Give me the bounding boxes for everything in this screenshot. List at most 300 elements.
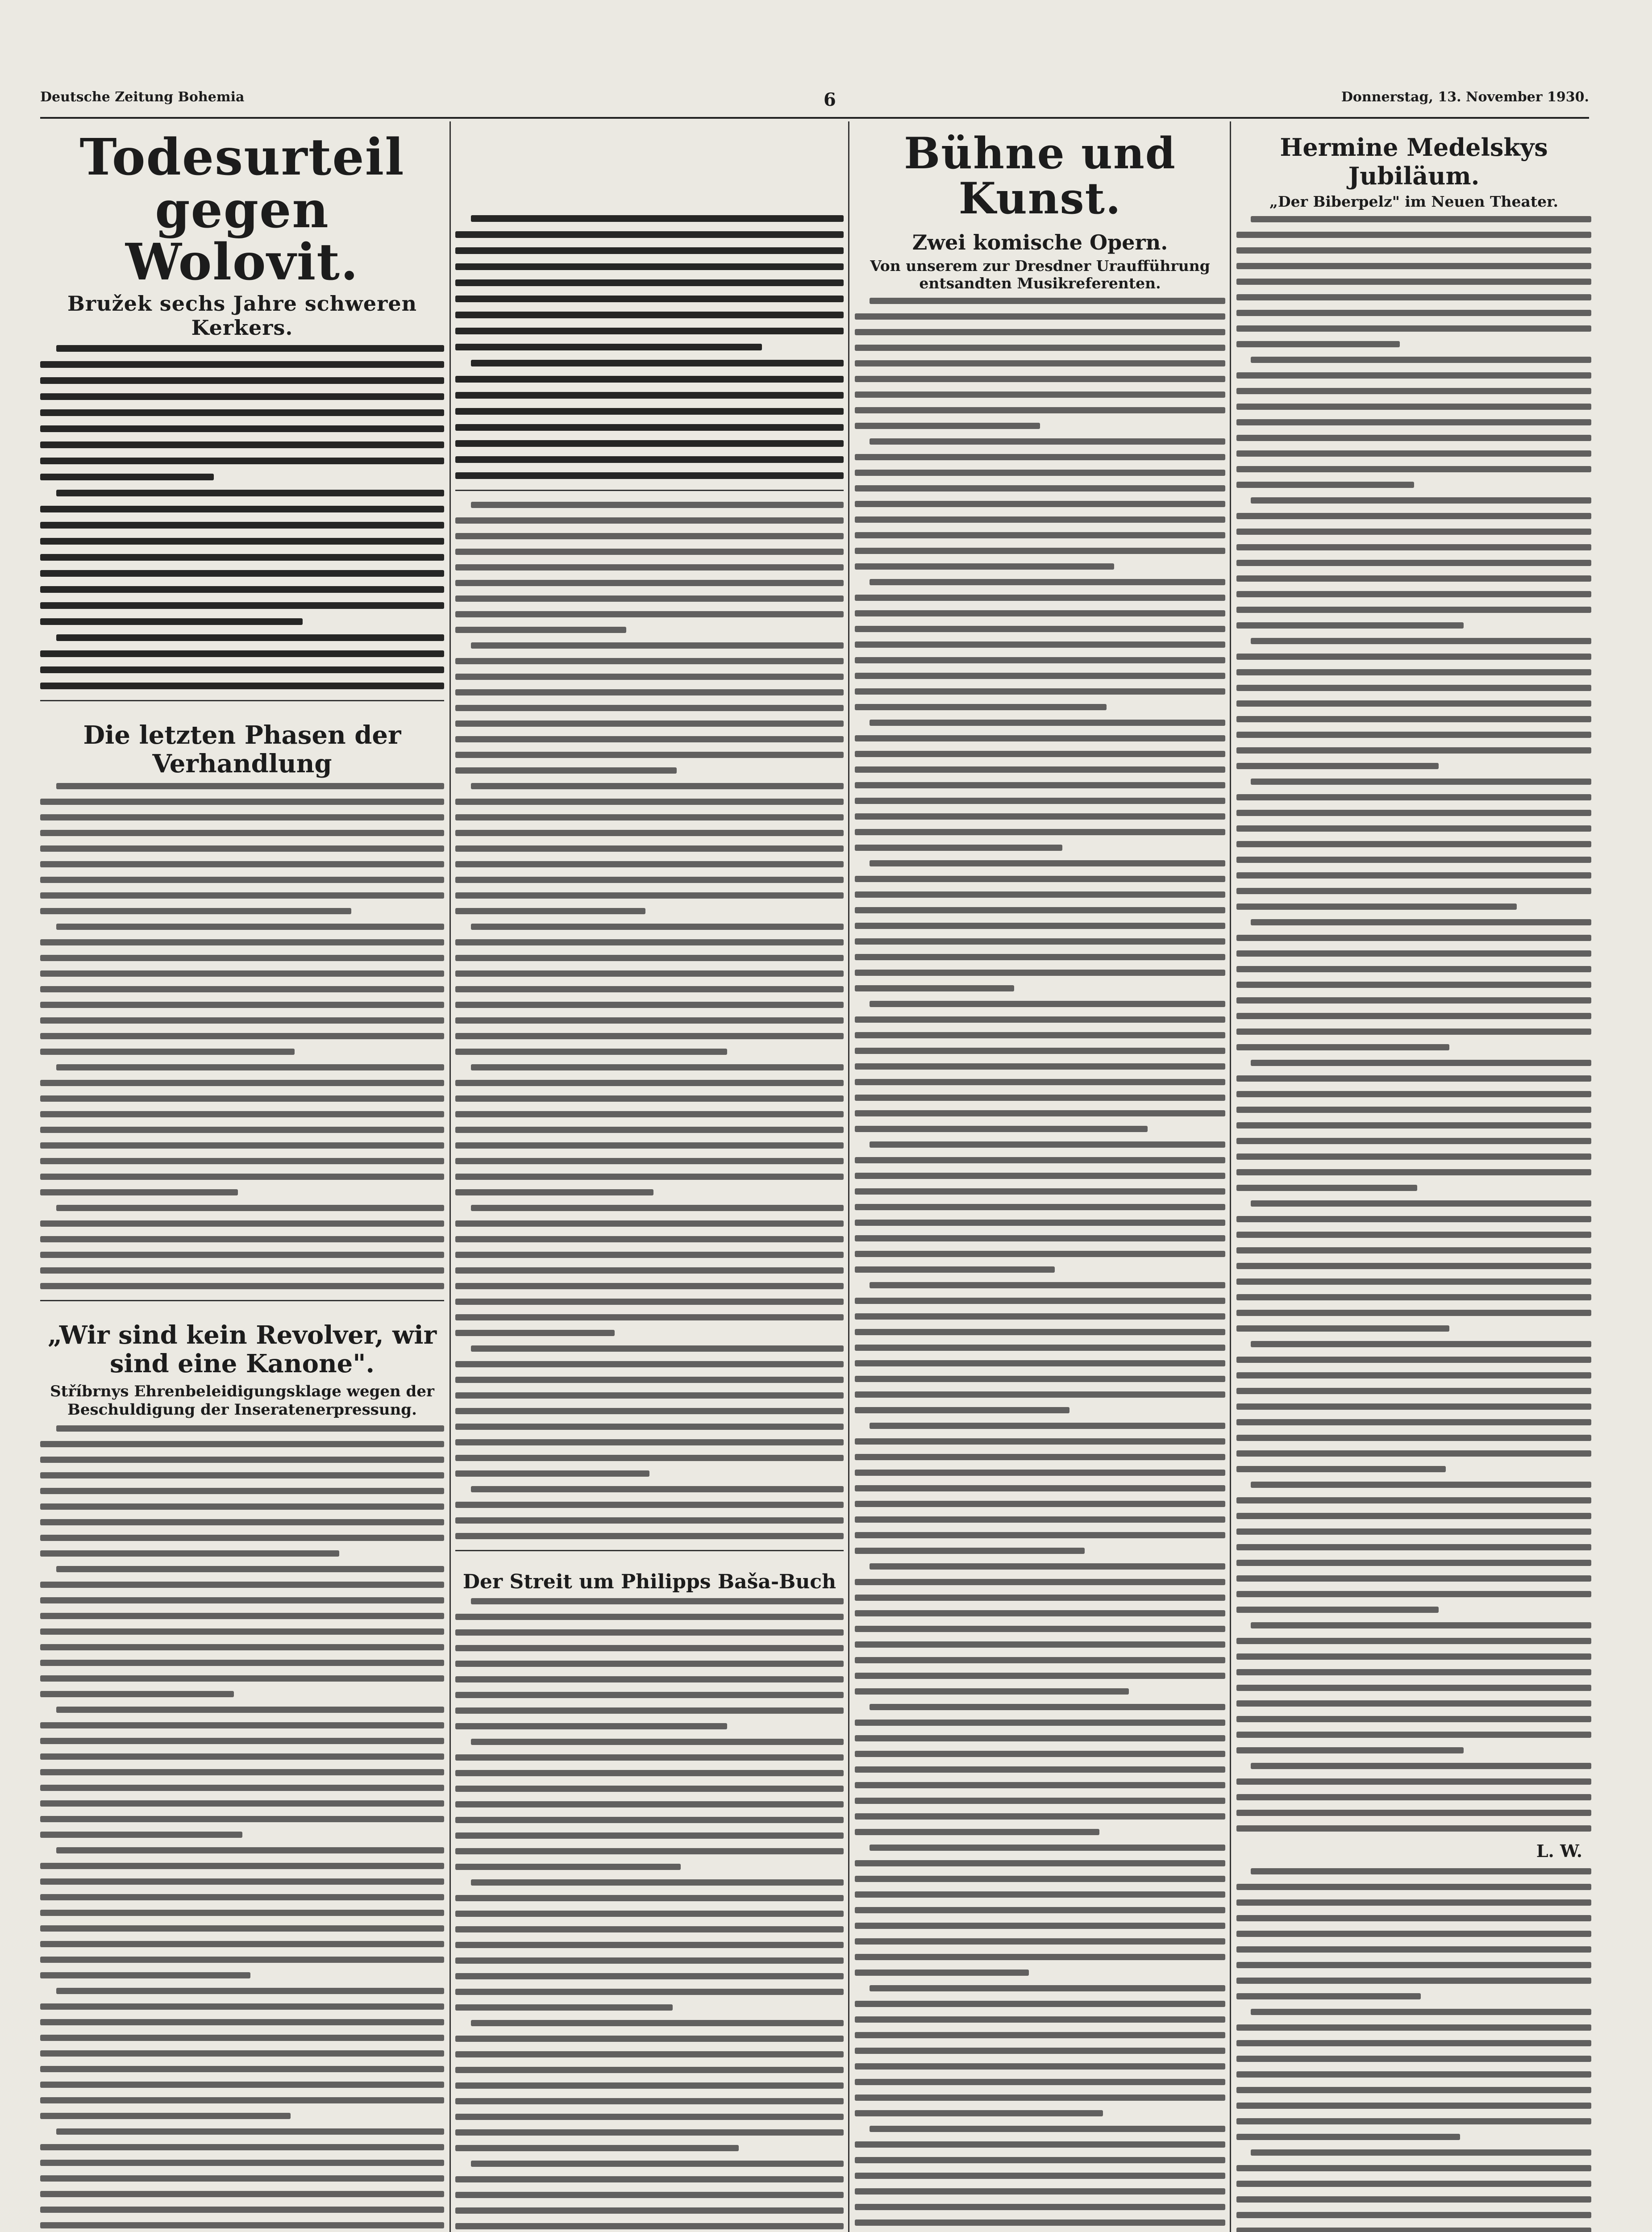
text-line [855,782,1225,788]
text-line [1236,1419,1591,1425]
text-line [1236,544,1591,550]
text-line [455,2036,844,2042]
text-line [870,1845,1225,1851]
text-line [1236,1962,1591,1968]
text-line [1236,872,1591,879]
text-line [1236,513,1591,519]
text-line [855,1938,1225,1945]
column-rule [449,121,451,2232]
text-line [1236,935,1591,941]
text-line [1236,685,1591,691]
text-line [40,474,214,480]
text-line [455,2067,844,2073]
text-line [1236,857,1591,863]
text-line [455,1049,727,1055]
text-line [855,1454,1225,1460]
text-line [1236,1638,1591,1644]
text-line [855,2173,1225,2179]
text-line [1236,1778,1591,1785]
text-line [855,485,1225,491]
text-line [40,1597,444,1603]
text-line [40,1252,444,1258]
text-line [471,1064,844,1070]
text-line [56,490,444,496]
text-line [855,876,1225,882]
text-line [40,522,444,529]
text-line [855,813,1225,820]
text-line [870,2126,1225,2132]
text-line [40,361,444,368]
text-line [40,1441,444,1447]
text-line [1236,1884,1591,1890]
text-line [855,407,1225,413]
text-line [455,986,844,992]
text-line [40,861,444,867]
opera-article-body [855,298,1225,2232]
text-line [455,517,844,524]
text-line [455,2145,739,2151]
text-line [40,554,444,561]
text-line [855,1579,1225,1585]
text-line [1236,1013,1591,1019]
text-line [855,1391,1225,1398]
text-line [1236,1825,1591,1832]
text-line [455,1392,844,1399]
text-line [40,1675,444,1682]
text-line [40,1142,444,1149]
text-line [455,1283,844,1289]
text-line [855,1860,1225,1866]
section-heading-basa-buch: Der Streit um Philipps Baša-Buch [462,1570,836,1593]
text-line [1236,388,1591,394]
text-line [40,1095,444,1102]
text-line [40,2191,444,2197]
text-line [40,1613,444,1619]
text-line [40,683,444,689]
text-line [855,1782,1225,1788]
column-2 [455,121,844,2232]
text-line [455,1299,844,1305]
text-line [855,1891,1225,1898]
text-line [855,1907,1225,1913]
text-line [870,298,1225,304]
text-line [1236,1138,1591,1144]
text-line [855,1657,1225,1663]
text-line [1236,1153,1591,1160]
text-line [56,1205,444,1211]
text-line [855,641,1225,648]
text-line [855,954,1225,960]
text-line [855,470,1225,476]
text-line [455,1002,844,1008]
text-line [455,440,844,447]
text-line [455,1973,844,1979]
text-line [1236,2103,1591,2109]
text-line [455,296,844,302]
text-line [1236,1403,1591,1410]
text-line [40,1535,444,1541]
text-line [855,2220,1225,2226]
text-line [1251,1482,1591,1488]
text-line [40,1628,444,1635]
text-line [855,1548,1085,1554]
text-line [1236,841,1591,847]
text-line [855,845,1062,851]
text-line [1236,1466,1446,1472]
text-line [56,634,444,641]
text-line [1236,950,1591,957]
text-line [455,1801,844,1807]
text-line [40,1769,444,1775]
text-line [1236,1075,1591,1082]
text-line [1251,779,1591,785]
opera-article-title: Zwei komische Opern. [912,230,1168,254]
text-line [1251,1200,1591,1207]
text-line [855,1735,1225,1741]
text-line [455,1989,844,1995]
text-line [40,1910,444,1916]
text-line [855,2095,1225,2101]
text-line [56,1566,444,1572]
text-line [870,579,1225,585]
text-line [1236,1653,1591,1660]
text-line [40,586,444,593]
text-line [855,704,1107,710]
text-line [455,1942,844,1948]
text-line [56,924,444,930]
text-line [1236,825,1591,832]
text-line [1236,1107,1591,1113]
text-line [455,533,844,539]
text-line [1236,1435,1591,1441]
text-line [855,1079,1225,1085]
text-line [855,1016,1225,1023]
lead-subheadline: Bružek sechs Jahre schweren Kerkers. [67,291,417,340]
text-line [855,2110,1103,2116]
text-line [455,877,844,883]
text-line [455,1095,844,1102]
text-line [40,1189,238,1195]
text-line [40,986,444,992]
text-line [855,2188,1225,2195]
text-line [40,1691,234,1697]
text-line [455,2004,673,2011]
text-line [455,1142,844,1149]
text-line [870,1282,1225,1288]
text-line [40,1174,444,1180]
text-line [455,1832,844,1839]
text-line [1236,1450,1591,1457]
text-line [1236,2087,1591,2093]
text-line [1236,1946,1591,1953]
text-line [1236,904,1517,910]
text-line [855,1829,1099,1835]
text-line [455,376,844,383]
text-line [855,1641,1225,1648]
text-line [855,1954,1225,1960]
text-line [1236,1044,1449,1050]
text-line [1236,1560,1591,1566]
text-line [855,1188,1225,1195]
jubilee-article-deck: „Der Biberpelz" im Neuen Theater. [1269,193,1558,210]
text-line [40,1582,444,1588]
text-line [40,1049,295,1055]
text-line [40,2113,291,2119]
text-line [455,1707,844,1714]
text-line [855,2157,1225,2163]
text-line [1236,1388,1591,1394]
text-line [40,1863,444,1869]
text-line [455,1236,844,1242]
text-line [40,1488,444,1494]
text-line [1236,810,1591,816]
text-line [1236,279,1591,285]
text-line [1236,1700,1591,1707]
section-divider [40,700,444,701]
text-line [455,1895,844,1901]
text-line [855,1048,1225,1054]
text-line [855,2001,1225,2007]
text-line [40,2019,444,2025]
text-line [855,970,1225,976]
text-line [471,642,844,649]
text-line [855,1595,1225,1601]
text-line [855,1173,1225,1179]
text-line [455,1470,649,1477]
text-line [870,1563,1225,1570]
text-line [40,2050,444,2057]
text-line [455,1377,844,1383]
opera-article-deck: Von unserem zur Dresdner Uraufführung entsandten Musikreferenten. [870,257,1210,292]
text-line [855,1813,1225,1820]
text-line [471,924,844,930]
text-line [455,1424,844,1430]
text-line [855,2016,1225,2023]
text-line [1236,1029,1591,1035]
text-line [455,845,844,852]
text-line [855,1298,1225,1304]
text-line [40,1941,444,1947]
text-line [855,1751,1225,1757]
text-line [855,688,1225,695]
text-line [471,502,844,508]
text-line [855,1485,1225,1491]
text-line [870,1985,1225,1991]
text-line [40,1972,250,1978]
text-line [855,1110,1225,1116]
text-line [40,1785,444,1791]
section-divider [455,490,844,491]
text-line [56,1425,444,1432]
revolver-article-body [40,1425,444,2232]
text-line [455,1189,653,1195]
text-line [455,1629,844,1636]
text-line [455,328,844,334]
text-line [855,1063,1225,1070]
text-line [455,720,844,727]
text-line [1236,2134,1460,2140]
text-line [40,1220,444,1227]
page-number: 6 [824,89,836,110]
text-line [855,1345,1225,1351]
text-line [1236,1716,1591,1722]
text-line [455,767,677,774]
text-line [855,1220,1225,1226]
lead-article-body [40,345,444,689]
text-line [855,1532,1225,1538]
text-line [40,1550,339,1557]
text-line [1236,1607,1439,1613]
text-line [855,516,1225,523]
short-notices [1236,1868,1591,2232]
text-line [40,666,444,673]
text-line [455,1267,844,1274]
text-line [455,705,844,711]
verhandlung-article-body [40,783,444,1289]
text-line [1251,357,1591,363]
text-line [40,830,444,836]
text-line [40,1503,444,1510]
text-line [471,783,844,789]
text-line [1236,591,1591,597]
text-line [870,1704,1225,1710]
text-line [56,2128,444,2135]
text-line [1236,1216,1591,1222]
text-line [40,409,444,416]
text-line [1236,1899,1591,1906]
text-line [870,860,1225,866]
text-line [40,1017,444,1024]
masthead-name: Deutsche Zeitung Bohemia [40,89,245,105]
text-line [40,845,444,852]
text-line [1236,2212,1591,2218]
text-line [855,1720,1225,1726]
text-line [455,674,844,680]
text-line [455,1911,844,1917]
text-line [455,1614,844,1620]
text-line [455,1111,844,1117]
text-line [1236,732,1591,738]
text-line [455,1676,844,1682]
text-line [1251,1060,1591,1066]
text-line [855,1470,1225,1476]
text-line [455,1723,727,1729]
text-line [1236,404,1591,410]
text-line [40,1878,444,1885]
basa-buch-article-body [455,1598,844,2232]
text-line [40,1283,444,1289]
text-line [1236,997,1591,1004]
text-line [855,2032,1225,2038]
text-line [1236,1591,1591,1597]
text-line [855,1095,1225,1101]
text-line [855,1313,1225,1320]
text-line [1236,654,1591,660]
text-line [1236,263,1591,269]
text-line [40,2160,444,2166]
lead-headline: Todesurteil gegen Wolovit. [79,128,405,292]
text-line [455,1455,844,1461]
text-line [455,424,844,431]
text-line [455,1439,844,1445]
text-line [855,1610,1225,1616]
text-line [855,360,1225,366]
text-line [855,2204,1225,2210]
text-line [855,1766,1225,1773]
text-line [40,2097,444,2103]
text-line [1251,2009,1591,2015]
text-line [455,408,844,415]
text-line [1236,482,1414,488]
text-line [1236,1357,1591,1363]
text-line [1251,1868,1591,1874]
text-line [855,829,1225,835]
text-line [455,1770,844,1776]
text-line [870,1423,1225,1429]
text-line [40,1080,444,1086]
text-line [855,1923,1225,1929]
text-line [40,1033,444,1039]
text-line [855,376,1225,382]
text-line [1236,450,1591,457]
text-line [455,1957,844,1964]
text-line [1236,888,1591,894]
revolver-subheading: Stříbrnys Ehrenbeleidigungsklage wegen der Beschuldigung der Inseratenerpressung. [50,1383,434,1419]
text-line [855,501,1225,507]
text-line [455,1080,844,1086]
text-line [40,1722,444,1728]
text-line [1236,2196,1591,2203]
text-line [455,939,844,945]
text-line [855,1798,1225,1804]
text-line [1236,763,1439,769]
text-line [1251,2149,1591,2156]
text-line [1236,2071,1591,2078]
text-line [455,1754,844,1761]
text-line [40,1738,444,1744]
text-line [1236,1247,1591,1253]
text-line [455,392,844,399]
text-line [40,441,444,448]
text-line [1236,982,1591,988]
text-line [40,650,444,657]
text-line [455,564,844,570]
text-line [455,1252,844,1258]
text-line [1236,2165,1591,2171]
text-line [455,312,844,318]
text-line [1236,716,1591,722]
text-line [1236,1747,1464,1753]
text-line [455,970,844,977]
text-line [1236,232,1591,238]
text-line [1236,966,1591,972]
text-line [40,570,444,577]
text-line [40,939,444,945]
text-line [471,1486,844,1492]
text-line [455,611,844,617]
text-line [1236,1091,1591,1097]
text-line [855,1876,1225,1882]
text-line [1236,466,1591,472]
text-line [1236,1169,1591,1175]
text-line [455,2098,844,2104]
text-line [855,1501,1225,1507]
text-line [40,955,444,961]
text-line [1236,1794,1591,1800]
text-line [855,391,1225,398]
text-line [1236,669,1591,675]
text-line [455,814,844,820]
